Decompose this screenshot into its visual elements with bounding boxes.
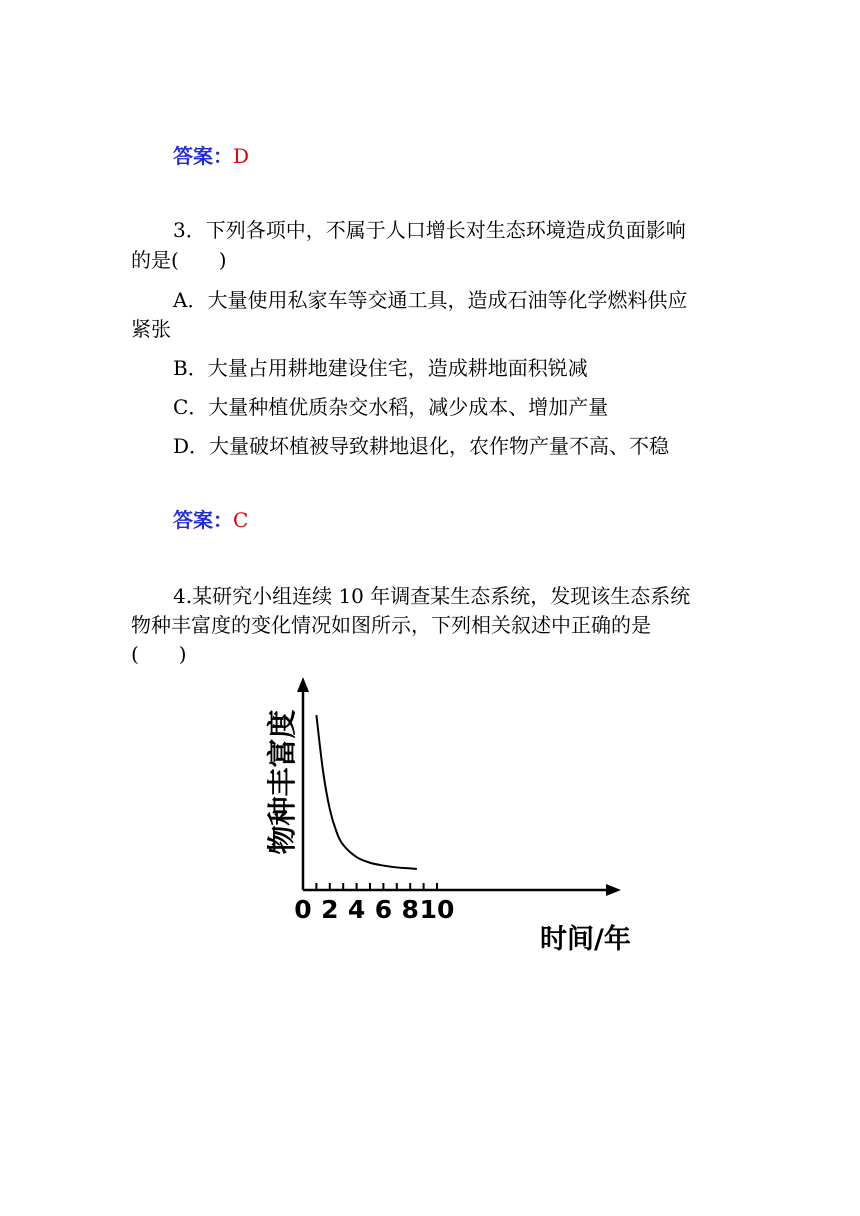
q3-option-c: C．大量种植优质杂交水稻，减少成本、增加产量 xyxy=(173,395,609,419)
x-tick-label: 10 xyxy=(419,895,455,924)
answer-label: 答案： xyxy=(173,508,233,532)
x-tick-label: 0 xyxy=(294,895,312,924)
q3-stem-line1: 3．下列各项中，不属于人口增长对生态环境造成负面影响 xyxy=(173,218,686,242)
q3-stem-line2: 的是( ) xyxy=(131,248,227,272)
q3-option-d: D．大量破坏植被导致耕地退化，农作物产量不高、不稳 xyxy=(173,434,670,458)
x-tick-label: 4 xyxy=(347,895,366,924)
y-axis-label: 物种丰富度 xyxy=(265,709,299,855)
x-tick-label: 8 xyxy=(401,895,419,924)
q3-option-b: B．大量占用耕地建设住宅，造成耕地面积锐减 xyxy=(173,356,588,380)
x-tick-label: 6 xyxy=(374,895,393,924)
x-tick-label: 2 xyxy=(321,895,339,924)
q3-option-a-line2: 紧张 xyxy=(131,317,171,341)
answer-1 xyxy=(173,142,249,170)
q4-stem-line2: 物种丰富度的变化情况如图所示，下列相关叙述中正确的是 xyxy=(131,613,651,637)
answer-2 xyxy=(173,506,248,534)
species-richness-chart xyxy=(250,672,650,962)
answer-label: 答案： xyxy=(173,144,233,168)
q4-stem-line3: ( ) xyxy=(131,642,187,666)
species-richness-curve xyxy=(316,715,417,869)
q3-option-a-line1: A．大量使用私家车等交通工具，造成石油等化学燃料供应 xyxy=(173,288,688,312)
answer-value: D xyxy=(233,144,250,168)
x-axis-label: 时间/年 xyxy=(540,924,631,955)
q4-stem-line1: 4.某研究小组连续 10 年调查某生态系统，发现该生态系统 xyxy=(173,584,691,608)
answer-value: C xyxy=(233,508,249,532)
